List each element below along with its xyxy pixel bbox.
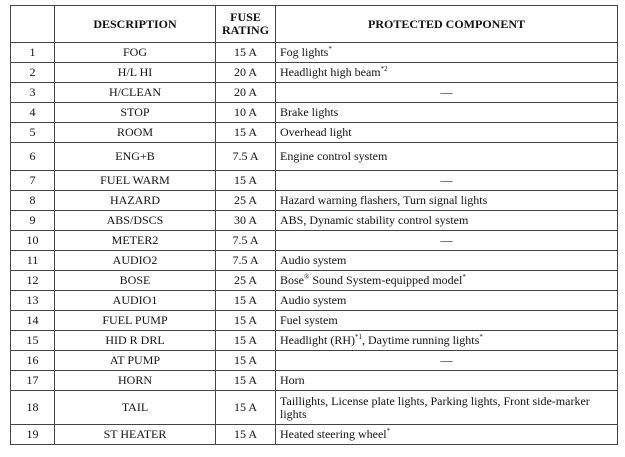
fuse-rating: 7.5 A xyxy=(216,231,276,251)
protected-component: Hazard warning flashers, Turn signal lights xyxy=(276,191,618,211)
fuse-rating: 15 A xyxy=(216,311,276,331)
table-row xyxy=(11,123,618,143)
fuse-description: AUDIO2 xyxy=(55,251,216,271)
fuse-number: 2 xyxy=(11,63,55,83)
fuse-number: 3 xyxy=(11,83,55,103)
fuse-description: H/CLEAN xyxy=(55,83,216,103)
fuse-description: TAIL xyxy=(55,391,216,425)
header-row xyxy=(11,6,618,43)
fuse-number: 4 xyxy=(11,103,55,123)
fuse-rating: 15 A xyxy=(216,351,276,371)
fuse-number: 14 xyxy=(11,311,55,331)
fuse-description: AT PUMP xyxy=(55,351,216,371)
header-rating-line2: RATING xyxy=(221,23,270,37)
table-row xyxy=(11,271,618,291)
protected-component: Audio system xyxy=(276,291,618,311)
fuse-number: 18 xyxy=(11,391,55,425)
fuse-table xyxy=(10,5,618,445)
table-row xyxy=(11,143,618,171)
fuse-description: HORN xyxy=(55,371,216,391)
fuse-rating: 7.5 A xyxy=(216,143,276,171)
fuse-rating: 20 A xyxy=(216,63,276,83)
fuse-number: 17 xyxy=(11,371,55,391)
fuse-rating: 30 A xyxy=(216,211,276,231)
table-row xyxy=(11,171,618,191)
protected-component: Audio system xyxy=(276,251,618,271)
fuse-description: FUEL PUMP xyxy=(55,311,216,331)
footnote-mark: * xyxy=(479,333,483,341)
fuse-description: H/L HI xyxy=(55,63,216,83)
protected-component: — xyxy=(276,351,618,371)
fuse-rating: 7.5 A xyxy=(216,251,276,271)
table-row xyxy=(11,331,618,351)
fuse-description: FUEL WARM xyxy=(55,171,216,191)
fuse-rating: 20 A xyxy=(216,83,276,103)
header-number xyxy=(11,6,55,43)
fuse-number: 7 xyxy=(11,171,55,191)
fuse-rating: 15 A xyxy=(216,171,276,191)
fuse-description: HAZARD xyxy=(55,191,216,211)
fuse-description: BOSE xyxy=(55,271,216,291)
fuse-number: 19 xyxy=(11,425,55,445)
fuse-description: ROOM xyxy=(55,123,216,143)
registered-mark: ® xyxy=(304,273,310,281)
fuse-table-container xyxy=(10,5,618,445)
fuse-rating: 25 A xyxy=(216,271,276,291)
fuse-number: 10 xyxy=(11,231,55,251)
protected-component xyxy=(276,271,618,291)
footnote-mark: *2 xyxy=(380,65,388,73)
fuse-description: AUDIO1 xyxy=(55,291,216,311)
fuse-description: ST HEATER xyxy=(55,425,216,445)
table-row xyxy=(11,391,618,425)
component-text: Headlight (RH) xyxy=(280,333,355,347)
header-protected-component: PROTECTED COMPONENT xyxy=(276,6,618,43)
table-row xyxy=(11,371,618,391)
table-row xyxy=(11,291,618,311)
table-row xyxy=(11,63,618,83)
protected-component: Taillights, License plate lights, Parking lights, Front side-marker lights xyxy=(276,391,618,425)
protected-component xyxy=(276,43,618,63)
fuse-rating: 15 A xyxy=(216,391,276,425)
protected-component: Overhead light xyxy=(276,123,618,143)
protected-component: — xyxy=(276,171,618,191)
protected-component: — xyxy=(276,231,618,251)
fuse-number: 6 xyxy=(11,143,55,171)
fuse-number: 9 xyxy=(11,211,55,231)
component-text: Bose xyxy=(280,273,304,287)
footnote-mark: * xyxy=(386,427,391,435)
protected-component: Brake lights xyxy=(276,103,618,123)
fuse-rating: 15 A xyxy=(216,331,276,351)
footnote-mark: *1 xyxy=(354,333,362,341)
protected-component: ABS, Dynamic stability control system xyxy=(276,211,618,231)
fuse-rating: 15 A xyxy=(216,371,276,391)
fuse-rating: 15 A xyxy=(216,43,276,63)
table-row xyxy=(11,311,618,331)
fuse-number: 13 xyxy=(11,291,55,311)
protected-component xyxy=(276,425,618,445)
table-row xyxy=(11,83,618,103)
table-row xyxy=(11,351,618,371)
component-text: , Daytime running lights xyxy=(361,333,480,347)
header-description: DESCRIPTION xyxy=(55,6,216,43)
fuse-description: HID R DRL xyxy=(55,331,216,351)
table-row xyxy=(11,103,618,123)
component-text: Headlight high beam xyxy=(280,65,381,79)
fuse-number: 12 xyxy=(11,271,55,291)
fuse-number: 11 xyxy=(11,251,55,271)
protected-component: Horn xyxy=(276,371,618,391)
fuse-rating: 15 A xyxy=(216,123,276,143)
fuse-rating: 15 A xyxy=(216,425,276,445)
table-row xyxy=(11,43,618,63)
protected-component: Fuel system xyxy=(276,311,618,331)
footnote-mark: * xyxy=(328,45,332,53)
protected-component xyxy=(276,63,618,83)
table-row xyxy=(11,231,618,251)
protected-component: Engine control system xyxy=(276,143,618,171)
component-text: Heated steering wheel xyxy=(280,427,387,441)
header-fuse-rating xyxy=(216,6,276,43)
fuse-description: METER2 xyxy=(55,231,216,251)
fuse-rating: 25 A xyxy=(216,191,276,211)
fuse-description: ABS/DSCS xyxy=(55,211,216,231)
fuse-number: 8 xyxy=(11,191,55,211)
table-row xyxy=(11,251,618,271)
table-row xyxy=(11,425,618,445)
fuse-number: 16 xyxy=(11,351,55,371)
protected-component: — xyxy=(276,83,618,103)
component-text: Fog lights xyxy=(280,45,329,59)
table-row xyxy=(11,211,618,231)
fuse-rating: 10 A xyxy=(216,103,276,123)
header-rating-line1: FUSE xyxy=(230,10,261,24)
table-row xyxy=(11,191,618,211)
fuse-description: ENG+B xyxy=(55,143,216,171)
protected-component xyxy=(276,331,618,351)
component-text: Sound System-equipped model xyxy=(309,273,463,287)
fuse-number: 1 xyxy=(11,43,55,63)
fuse-description: STOP xyxy=(55,103,216,123)
fuse-number: 15 xyxy=(11,331,55,351)
fuse-rating: 15 A xyxy=(216,291,276,311)
fuse-description: FOG xyxy=(55,43,216,63)
footnote-mark: * xyxy=(462,273,466,281)
fuse-number: 5 xyxy=(11,123,55,143)
